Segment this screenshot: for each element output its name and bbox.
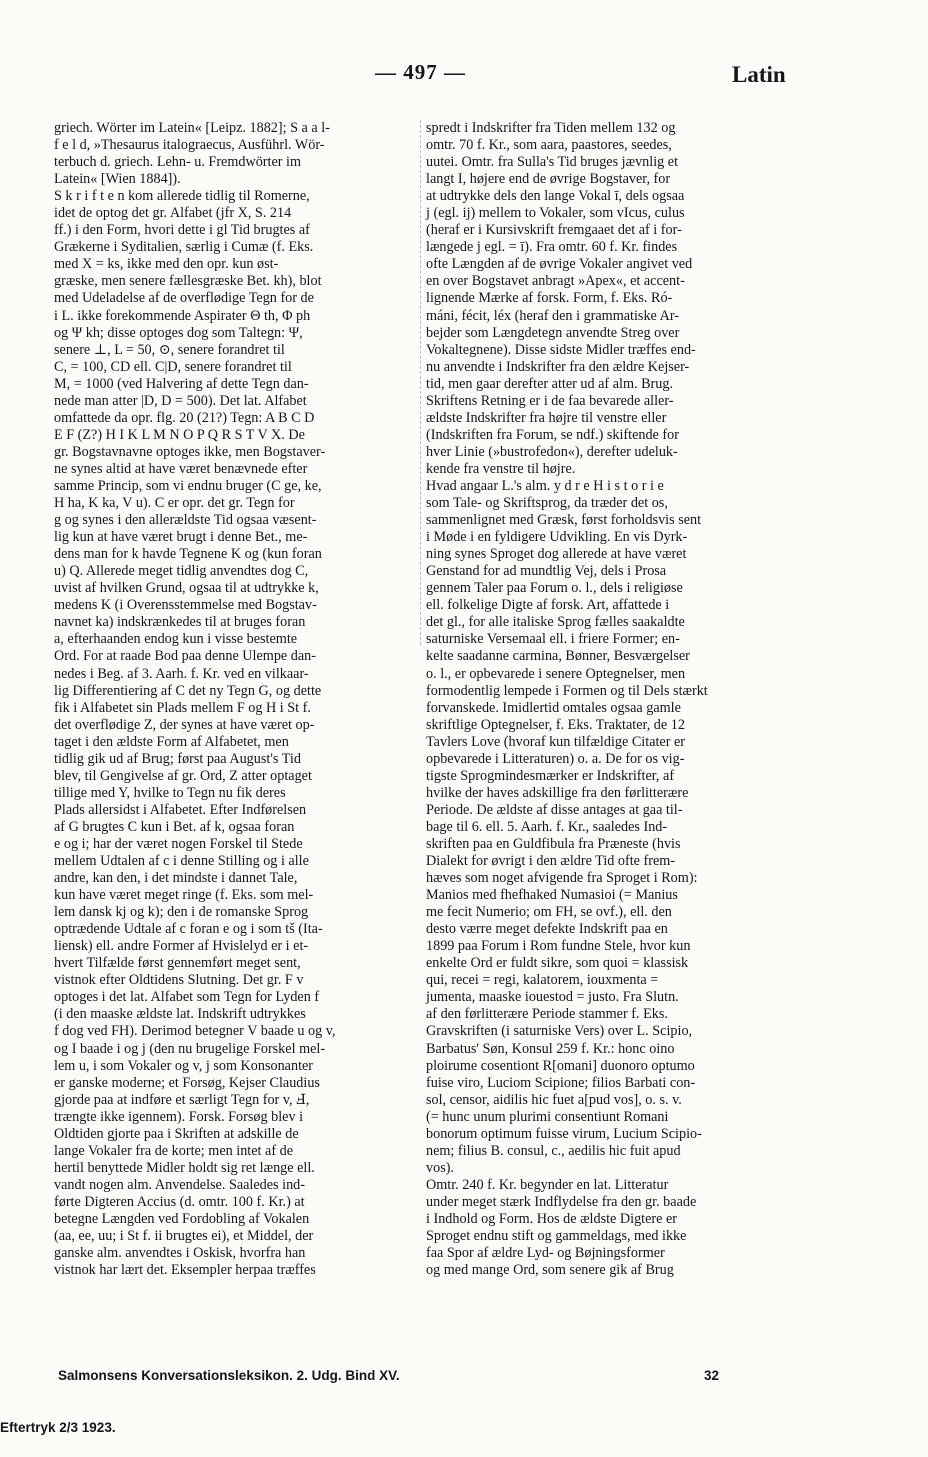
text-line: opbevarede i Litteraturen) o. a. De for os vig- (426, 750, 685, 767)
text-line: Skriftens Retning er i de faa bevarede aller- (426, 392, 674, 409)
text-line: og I baade i og j (den nu brugelige Forskel mel- (54, 1040, 326, 1057)
text-line: af G brugtes C kun i Bet. af k, ogsaa foran (54, 818, 295, 835)
text-line: med X = ks, ikke med den opr. kun øst- (54, 256, 279, 273)
text-line: i Indhold og Form. Hos de ældste Digtere er (426, 1211, 678, 1227)
text-line: længede j egl. = ī). Fra omtr. 60 f. Kr. findes (426, 239, 678, 256)
text-line: o. l., er opbevarede i senere Optegnelser, men (426, 665, 686, 682)
text-line: gr. Bogstavnavne optoges ikke, men Bogstaver- (54, 443, 326, 460)
text-line: lem u, i som Vokaler og v, j som Konsonanter (54, 1057, 314, 1074)
footer-source: Salmonsens Konversationsleksikon. 2. Udg. Bind XV. (58, 1368, 400, 1383)
text-line: er ganske moderne; et Forsøg, Kejser Claudius (54, 1074, 320, 1091)
text-line: u) Q. Allerede meget tidlig anvendtes dog C, (54, 563, 309, 580)
text-line: spredt i Indskrifter fra Tiden mellem 132 og (426, 120, 676, 136)
text-line: me fecit Numerio; om FH, se ovf.), ell. den (426, 904, 672, 921)
text-line: Omtr. 240 f. Kr. begynder en lat. Litteratur (426, 1176, 669, 1193)
text-line: skriften paa en Guldfibula fra Præneste (hvis (426, 835, 681, 852)
text-line: af den førlitterære Periode stammer f. Eks. (426, 1006, 668, 1023)
text-line: betegne Længden ved Fordobling af Vokalen (54, 1211, 310, 1227)
text-line: lem dansk kj og k); den i de romanske Sprog (54, 904, 309, 921)
text-line: bejder som Længdetegn anvendte Streg over (426, 324, 680, 341)
text-line: gjorde paa at indføre et særligt Tegn for v, Ⅎ, (54, 1091, 310, 1108)
text-line: optrædende Udtale af c foran e og i som tš (Ita- (54, 921, 323, 938)
text-line: desto værre meget defekte Indskrift paa en (426, 921, 668, 938)
text-line: hvilke der haves adskillige fra den førlitterære (426, 784, 689, 801)
text-line: saturniske Versemaal ell. i friere Former; en- (426, 631, 680, 648)
text-line: ff.) i den Form, hvori dette i gl Tid brugtes af (54, 222, 310, 239)
text-line: tillige med Y, hvilke to Tegn nu fik deres (54, 784, 286, 801)
text-line: trængte ikke igennem). Forsk. Forsøg blev i (54, 1108, 304, 1125)
text-line: jumenta, maaske iouestod = justo. Fra Slutn. (426, 989, 679, 1006)
text-line: en over Bogstavet anbragt »Apex«, et accent- (426, 273, 685, 290)
text-line: Hvad angaar L.'s alm. y d r e H i s t o r i e (426, 477, 664, 494)
text-line: Tavlers Love (hvoraf kun tilfældige Citater er (426, 733, 686, 750)
text-line: kende fra venstre til højre. (426, 460, 576, 477)
text-line: Manios med fhefhaked Numasioi (= Manius (426, 887, 678, 904)
text-line: sammenlignet med Græsk, først forholdsvis sent (426, 512, 702, 529)
text-line: kelte saadanne carmina, Bønner, Besværgelser (426, 648, 690, 665)
text-line: navnet ka) indskrænkedes til at bruges foran (54, 614, 306, 631)
text-line: nem; filius B. consul, c., aedilis hic fuit apud (426, 1142, 681, 1159)
text-line: hertil benyttede Midler holdt sig ret længe ell. (54, 1159, 315, 1176)
text-line: kun have været meget ringe (f. Eks. som mel- (54, 887, 314, 904)
text-line: enkelte Ord er fuldt sikre, som quoi = klassisk (426, 955, 689, 972)
text-line: vos). (426, 1159, 454, 1176)
text-line: Oldtiden gjorte paa i Skriften at adskille de (54, 1125, 299, 1142)
text-line: nede man atter |D, D = 500). Det lat. Alfabet (54, 392, 307, 409)
text-line: M, = 1000 (ved Halvering af dette Tegn dan- (54, 375, 309, 392)
text-line: Sproget endnu stift og gammeldags, med ikke (426, 1228, 687, 1245)
text-line: Genstand for ad mundtlig Vej, dels i Prosa (426, 563, 667, 580)
text-line: medens K (i Overensstemmelse med Bogstav- (54, 597, 317, 614)
text-line: C, = 100, CD ell. C|D, senere forandret til (54, 358, 292, 375)
text-line: (Indskriften fra Forum, se ndf.) skiftende for (426, 426, 679, 443)
text-line: ell. folkelige Digte af forsk. Art, affattede i (426, 597, 670, 614)
text-line: lig kun at have været brugt i denne Bet., me- (54, 529, 308, 546)
text-line: lange Vokaler fra de korte; men intet af de (54, 1142, 293, 1159)
text-line: Plads allersidst i Alfabetet. Efter Indførelsen (54, 801, 307, 818)
text-line: det overflødige Z, der synes at have været op- (54, 716, 315, 733)
text-line: og Ψ kh; disse optoges dog som Taltegn: Ψ, (54, 324, 303, 341)
text-line: máni, fécit, léx (heraf den i grammatiske Ar- (426, 307, 680, 324)
text-line: (aa, ee, uu; i St f. ii brugtes ei), et Middel, der (54, 1228, 314, 1245)
text-line: optoges i det lat. Alfabet som Tegn for Lyden f (54, 989, 320, 1006)
text-line: hver Linie (»bustrofedon«), derefter udeluk- (426, 443, 678, 460)
text-line: ofte Længden af de øvrige Vokaler angivet ved (426, 256, 693, 273)
text-line: mellem Udtalen af c i denne Stilling og i alle (54, 853, 309, 870)
text-line: forvanskede. Imidlertid omtales ogsaa gamle (426, 699, 681, 716)
text-line: f e l d, »Thesaurus italograecus, Ausführl. Wör- (54, 137, 325, 154)
text-line: omfattede da opr. flg. 20 (21?) Tegn: A B C D (54, 409, 315, 426)
text-line: (= hunc unum plurimi consentiunt Romani (426, 1108, 669, 1125)
text-line: a, efterhaanden endog kun i visse bestemte (54, 631, 298, 648)
text-line: bage til 6. ell. 5. Aarh. f. Kr., saaledes Ind- (426, 818, 668, 835)
text-line: formodentlig lempede i Formen og til Dels stærkt (426, 682, 708, 699)
text-line: det gl., for alle italiske Sprog fælles saakaldte (426, 614, 685, 631)
page-number: — 497 — (375, 60, 466, 84)
text-line: lig Differentiering af C det ny Tegn G, og dette (54, 682, 322, 699)
text-line: f dog ved FH). Derimod betegner V baade u og v, (54, 1023, 336, 1040)
text-line: faa Spor af ældre Lyd- og Bøjningsformer (426, 1245, 665, 1262)
text-line: bonorum optimum fuisse virum, Lucium Scipio- (426, 1125, 702, 1142)
text-line: Grækerne i Syditalien, særlig i Cumæ (f. Eks. (54, 239, 314, 256)
text-line: Periode. De ældste af disse antages at gaa til- (426, 801, 683, 818)
text-line: vandt nogen alm. Anvendelse. Saaledes ind- (54, 1176, 305, 1193)
text-line: ploirume cosentiont R[omani] duonoro optumo (426, 1057, 695, 1074)
text-line: uvist af hvilken Grund, ogsaa til at udtrykke k, (54, 580, 319, 597)
text-line: liensk) ell. andre Former af Hvislelyd er i et- (54, 938, 309, 955)
footer-signature: 32 (704, 1368, 720, 1383)
text-line: Gravskriften (i saturniske Vers) over L. Scipio, (426, 1023, 693, 1040)
text-line: ældste Indskrifter fra højre til venstre eller (426, 409, 667, 426)
text-line: som Tale- og Skriftsprog, da træder det os, (426, 495, 668, 512)
text-line: taget i den ældste Form af Alfabetet, men (54, 733, 289, 750)
text-line: lignende Mærke af forsk. Form, f. Eks. Ró- (426, 290, 673, 307)
text-line: ning synes Sproget dog allerede at have været (426, 546, 687, 563)
text-line: Latein« [Wien 1884]). (54, 171, 181, 188)
text-line: under meget stærk Indflydelse fra den gr. baade (426, 1193, 697, 1210)
text-line: blev, til Gengivelse af gr. Ord, Z atter optaget (54, 767, 312, 784)
text-line: skriftlige Optegnelser, f. Eks. Traktater, de 12 (426, 716, 685, 733)
text-line: græske, men senere fællesgræske Bet. kh), blot (54, 273, 322, 290)
text-line: qui, recei = regi, kalatorem, iouxmenta = (426, 972, 659, 989)
text-line: i L. ikke forekommende Aspirater Θ th, Φ ph (54, 307, 311, 324)
text-line: samme Princip, som vi endnu bruger (C ge, ke, (54, 477, 322, 494)
text-line: sol, censor, aidilis hic fuet a[pud vos], o. s. v. (426, 1091, 682, 1108)
running-head: Latin (732, 62, 786, 87)
text-line: Barbatus' Søn, Konsul 259 f. Kr.: honc oino (426, 1040, 675, 1057)
text-line: (heraf er i Kursivskrift fremgaaet det af i for- (426, 222, 682, 239)
text-line: andre, kan den, i det mindste i dannet Tale, (54, 870, 298, 887)
text-line: tid, men gaar derefter atter ud af alm. Brug. (426, 375, 673, 392)
text-line: med Udeladelse af de overflødige Tegn for de (54, 290, 314, 307)
text-line: tigste Sprogmindesmærker er Indskrifter, af (426, 767, 675, 784)
text-line: fik i Alfabetet sin Plads mellem F og H i St f. (54, 699, 311, 716)
text-line: j (egl. ij) mellem to Vokaler, som vIcus, culus (426, 205, 685, 222)
text-line: førte Digteren Accius (d. omtr. 100 f. Kr.) at (54, 1193, 305, 1210)
text-line: omtr. 70 f. Kr., som aara, paastores, seedes, (426, 137, 672, 154)
text-line: H ha, K ka, V u). C er opr. det gr. Tegn for (54, 495, 295, 512)
text-line: tidlig gik ud af Brug; først paa August's Tid (54, 750, 301, 767)
text-line: terbuch d. griech. Lehn- u. Fremdwörter im (54, 154, 302, 171)
text-line: at udtrykke dels den lange Vokal ī, dels ogsaa (426, 188, 685, 205)
left-column (54, 120, 417, 1279)
text-line: vistnok har lært det. Eksempler herpaa træffes (54, 1262, 316, 1279)
text-line: langt I, højere end de øvrige Bogstaver, for (426, 171, 671, 188)
text-line: Ord. For at raade Bod paa denne Ulempe dan- (54, 648, 316, 665)
text-line: i Møde i en fyldigere Udvikling. En vis Dyrk- (426, 529, 688, 546)
text-line: (i den maaske ældste lat. Indskrift udtrykkes (54, 1006, 306, 1023)
text-line: fuise viro, Luciom Scipione; filios Barbati con- (426, 1074, 696, 1091)
text-line: gennem Taler paa Forum o. l., dels i religiøse (426, 580, 683, 597)
text-line: vistnok efter Oldtidens Slutning. Det gr. F v (54, 972, 304, 989)
text-line: idet de optog det gr. Alfabet (jfr X, S. 214 (54, 205, 292, 222)
text-line: hæves som noget afvigende fra Sproget i Rom): (426, 870, 698, 887)
text-line: senere ⊥, L = 50, ⊙, senere forandret til (54, 341, 285, 358)
text-line: g og synes i den allerældste Tid ogsaa væsent- (54, 512, 317, 529)
text-line: nedes i Beg. af 3. Aarh. f. Kr. ved en vilkaar- (54, 665, 309, 682)
text-line: Vokaltegnene). Disse sidste Midler træffes end- (426, 341, 696, 358)
text-line: 1899 paa Forum i Rom fundne Stele, hvor kun (426, 938, 691, 955)
column-divider (420, 120, 421, 645)
text-line: griech. Wörter im Latein« [Leipz. 1882]; S a a l- (54, 120, 330, 136)
text-line: dens man for k havde Tegnene K og (kun foran (54, 546, 322, 563)
text-line: nu anvendte i Indskrifter fra den ældre Kejser- (426, 358, 690, 375)
right-column (426, 120, 789, 1279)
text-line: Dialekt for øvrigt i den ældre Tid ofte frem- (426, 853, 676, 870)
text-line: e og i; har der været nogen Forskel til Stede (54, 835, 303, 852)
text-line: ne synes altid at have været benævnede efter (54, 460, 308, 477)
reprint-note: Eftertryk 2/3 1923. (0, 1420, 116, 1435)
text-line: uutei. Omtr. fra Sulla's Tid bruges jævnlig et (426, 154, 679, 171)
text-line: ganske alm. anvendtes i Oskisk, hvorfra han (54, 1245, 306, 1262)
text-line: E F (Z?) H I K L M N O P Q R S T V X. De (54, 426, 305, 443)
text-line: hvert Tilfælde først gennemført meget sent, (54, 955, 301, 972)
text-line: og med mange Ord, som senere gik af Brug (426, 1262, 674, 1279)
text-line: S k r i f t e n kom allerede tidlig til Romerne, (54, 188, 310, 205)
